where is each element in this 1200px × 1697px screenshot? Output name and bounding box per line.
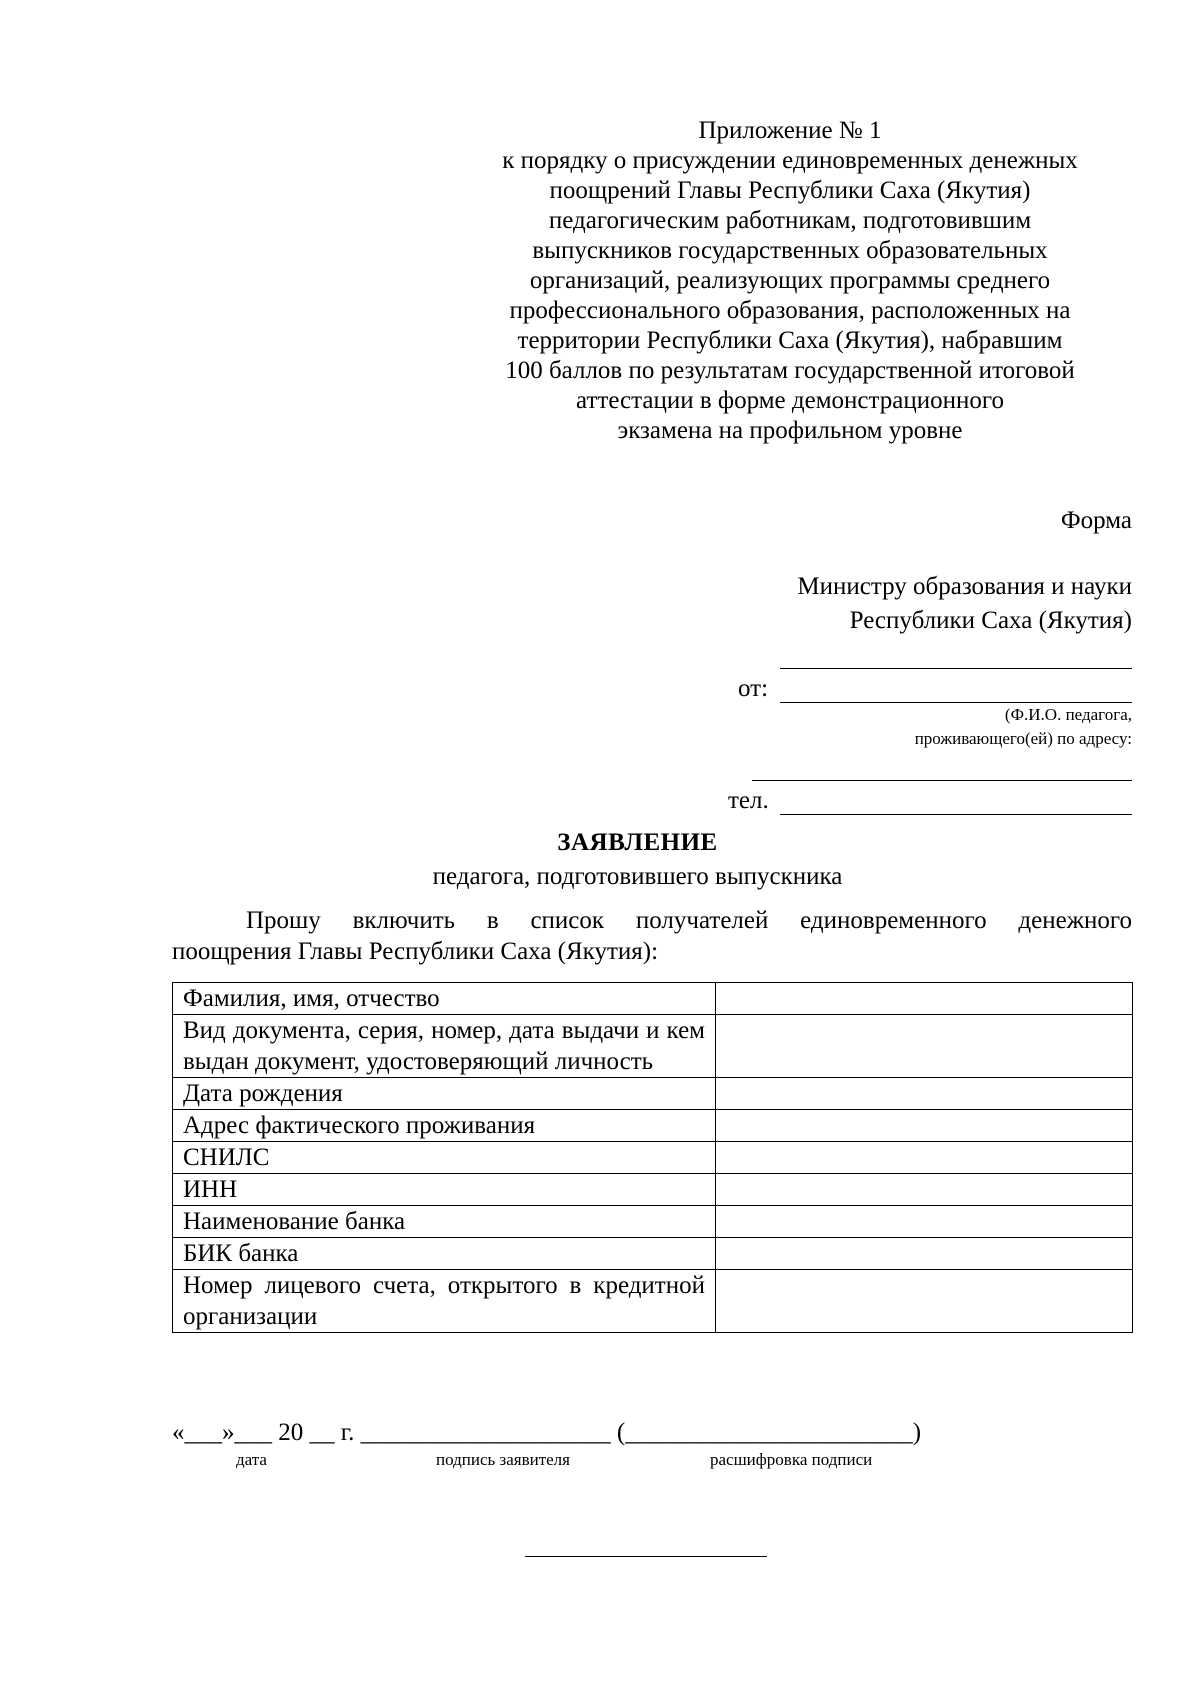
row-label: Адрес фактического проживания bbox=[173, 1110, 716, 1142]
appendix-line: выпускников государственных образовательных bbox=[532, 237, 1048, 264]
addressee-line-2: Республики Саха (Якутия) bbox=[849, 607, 1132, 634]
row-label: Номер лицевого счета, открытого в кредитной организации bbox=[173, 1270, 716, 1333]
appendix-line: 100 баллов по результатам государственной итоговой bbox=[505, 357, 1075, 384]
table-row bbox=[173, 1174, 1133, 1206]
statement-title: ЗАЯВЛЕНИЕ bbox=[557, 829, 718, 856]
row-value-field[interactable] bbox=[716, 1270, 1133, 1333]
applicant-data-table bbox=[172, 982, 1133, 1333]
phone-label: тел. bbox=[728, 787, 769, 814]
row-label: БИК банка bbox=[173, 1238, 716, 1270]
row-label: Вид документа, серия, номер, дата выдачи и кем выдан документ, удостоверяющий личность bbox=[173, 1015, 716, 1078]
appendix-header bbox=[440, 116, 1140, 446]
row-value-field[interactable] bbox=[716, 1078, 1133, 1110]
appendix-line: профессионального образования, расположенных на bbox=[509, 297, 1071, 324]
row-label: Фамилия, имя, отчество bbox=[173, 983, 716, 1015]
statement-subtitle: педагога, подготовившего выпускника bbox=[432, 863, 843, 890]
table-row bbox=[173, 983, 1133, 1015]
row-label: Наименование банка bbox=[173, 1206, 716, 1238]
request-line-1: Прошу включить в список получателей единовременного денежного bbox=[246, 907, 1132, 934]
from-blank-line-1[interactable] bbox=[780, 668, 1132, 669]
row-value-field[interactable] bbox=[716, 1110, 1133, 1142]
table-row bbox=[173, 1270, 1133, 1333]
addressee-line-1: Министру образования и науки bbox=[797, 573, 1132, 600]
appendix-line: педагогическим работникам, подготовившим bbox=[548, 207, 1032, 234]
closing-separator bbox=[525, 1556, 767, 1557]
signature-date-line[interactable]: «___»___ 20 __ г. ____________________ (_______________________) bbox=[172, 1419, 922, 1446]
appendix-line: территории Республики Саха (Якутия), набравшим bbox=[517, 327, 1063, 354]
row-label: СНИЛС bbox=[173, 1142, 716, 1174]
fio-caption-2: проживающего(ей) по адресу: bbox=[914, 729, 1132, 748]
caption-date: дата bbox=[236, 1450, 267, 1469]
appendix-line: экзамена на профильном уровне bbox=[617, 417, 963, 444]
table-row bbox=[173, 1238, 1133, 1270]
table-row bbox=[173, 1015, 1133, 1078]
appendix-line: поощрений Главы Республики Саха (Якутия) bbox=[549, 177, 1031, 204]
table-row bbox=[173, 1110, 1133, 1142]
fio-caption-1: (Ф.И.О. педагога, bbox=[1004, 705, 1132, 724]
request-paragraph bbox=[172, 905, 1132, 967]
from-label: от: bbox=[738, 675, 769, 702]
row-value-field[interactable] bbox=[716, 1206, 1133, 1238]
address-blank-line[interactable] bbox=[752, 780, 1132, 781]
appendix-line: аттестации в форме демонстрационного bbox=[576, 387, 1004, 414]
row-value-field[interactable] bbox=[716, 1142, 1133, 1174]
caption-decoding: расшифровка подписи bbox=[710, 1450, 873, 1469]
row-label: ИНН bbox=[173, 1174, 716, 1206]
appendix-line: организаций, реализующих программы среднего bbox=[529, 267, 1051, 294]
row-value-field[interactable] bbox=[716, 1174, 1133, 1206]
row-value-field[interactable] bbox=[716, 1238, 1133, 1270]
row-value-field[interactable] bbox=[716, 1015, 1133, 1078]
caption-signature: подпись заявителя bbox=[436, 1450, 570, 1469]
form-label: Форма bbox=[1060, 507, 1132, 534]
table-row bbox=[173, 1078, 1133, 1110]
table-row bbox=[173, 1206, 1133, 1238]
row-label: Дата рождения bbox=[173, 1078, 716, 1110]
appendix-line: Приложение № 1 bbox=[698, 117, 882, 144]
appendix-line: к порядку о присуждении единовременных денежных bbox=[502, 147, 1078, 174]
request-line-2: поощрения Главы Республики Саха (Якутия): bbox=[172, 938, 659, 965]
table-row bbox=[173, 1142, 1133, 1174]
row-value-field[interactable] bbox=[716, 983, 1133, 1015]
phone-blank-line[interactable] bbox=[780, 814, 1132, 815]
